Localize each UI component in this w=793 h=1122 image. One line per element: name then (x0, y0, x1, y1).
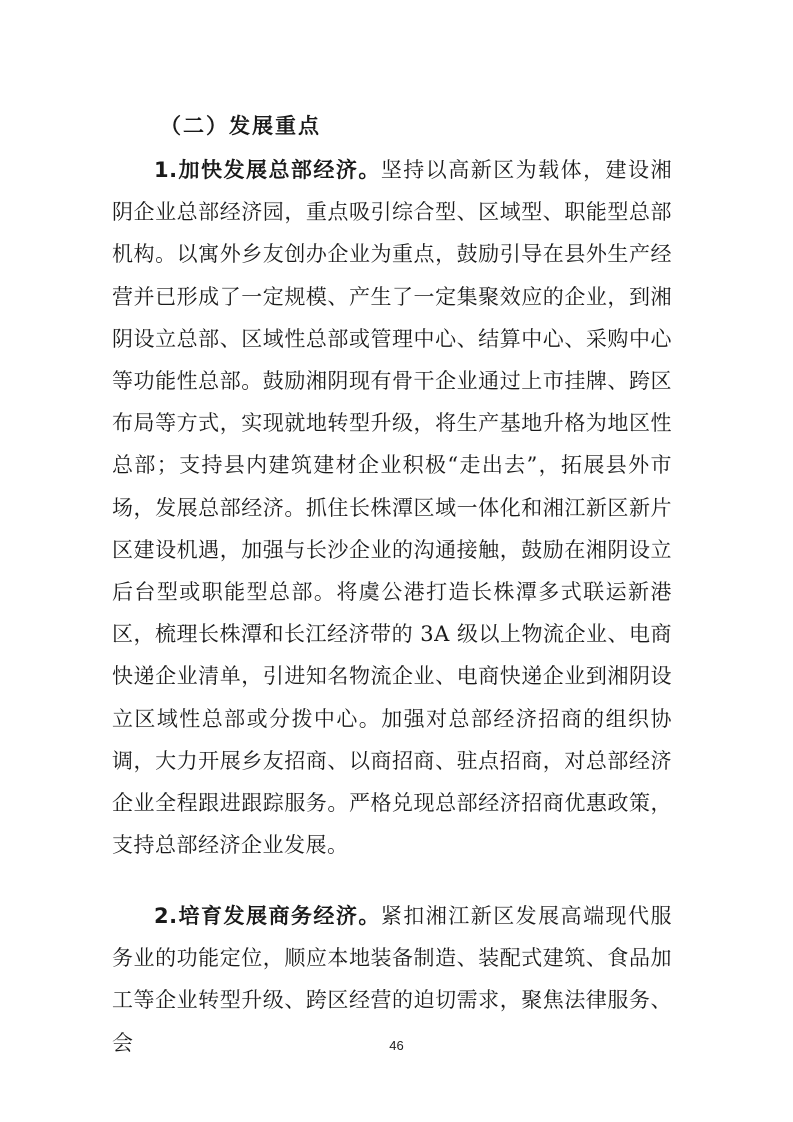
paragraph-headquarters-economy (112, 149, 672, 866)
section-heading: （二）发展重点 (160, 114, 321, 138)
page-number: 46 (389, 1038, 404, 1053)
paragraph-lead: 1.加快发展总部经济。 (154, 158, 381, 182)
paragraph-body: 紧扣湘江新区发展高端现代服务业的功能定位，顺应本地装备制造、装配式建筑、食品加工等企业转型升级、跨区经营的迫切需求，聚焦法律服务、会 (112, 904, 673, 1055)
paragraph-lead: 2.培育发展商务经济。 (154, 904, 381, 928)
paragraph-body: 坚持以高新区为载体，建设湘阴企业总部经济园，重点吸引综合型、区域型、职能型总部机构。以寓外乡友创办企业为重点，鼓励引导在县外生产经营并已形成了一定规模、产生了一定集聚效应的企业，到湘阴设立总部、区域性总部或管理中心、结算中心、采购中心等功能性总部。鼓励湘阴现有骨干企业通过上市挂牌、跨区布局等方式，实现就地转型升级，将生产基地升格为地区性总部；支持县内建筑建材企业积极“走出去”，拓展县外市场，发展总部经济。抓住长株潭区域一体化和湘江新区新片区建设机遇，加强与长沙企业的沟通接触，鼓励在湘阴设立后台型或职能型总部。将虞公港打造长株潭多式联运新港区，梳理长株潭和长江经济带的 3A 级以上物流企业、电商快递企业清单，引进知名物流企业、电商快递企业到湘阴设立区域性总部或分拨中心。加强对总部经济招商的组织协调，大力开展乡友招商、以商招商、驻点招商，对总部经济企业全程跟进跟踪服务。严格兑现总部经济招商优惠政策，支持总部经济企业发展。 (112, 158, 673, 858)
